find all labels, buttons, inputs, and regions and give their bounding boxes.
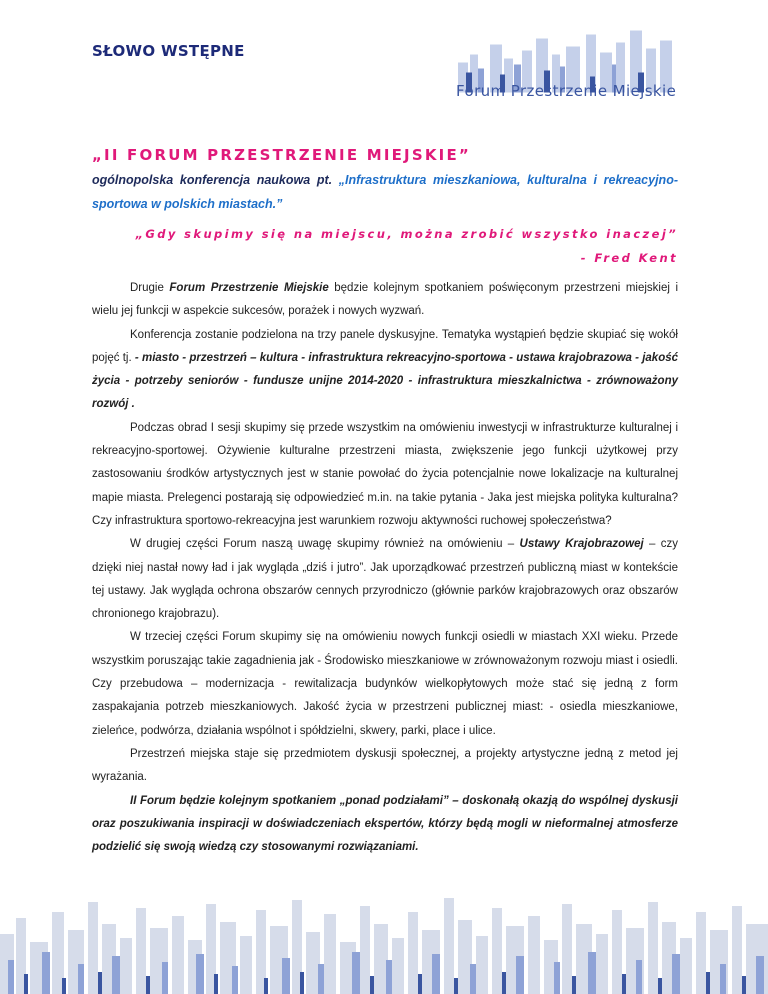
p2-keywords: - miasto - przestrzeń – kultura - infrastruktura rekreacyjno-sportowa - ustawa krajobrazowa - jakość życia - potrzeby seniorów - fundusze unijne 2014-2020 - infrastruktura mieszkalnictwa - zrównoważony rozwój . bbox=[92, 351, 679, 411]
subtitle-prefix: ogólnopolska konferencja naukowa pt. bbox=[92, 173, 339, 187]
quote-author: - Fred Kent bbox=[580, 251, 678, 265]
quote-text: „Gdy skupimy się na miejscu, można zrobić wszystko inaczej” bbox=[135, 227, 678, 241]
p4-text-c: – czy dzięki niej nastał nowy ład i jak wygląda „dziś i jutro”. Jak uporządkować przestrzeń publiczną miast w kontekście tej ustawy. Jak wygląda ochrona obszarów cennych przyrodniczo (głównie parków krajobrazowych oraz obszarów chronionego krajobrazu). bbox=[92, 538, 678, 621]
paragraph-1 bbox=[92, 277, 678, 324]
p1-text-c: będzie kolejnym spotkaniem poświęconym przestrzeni miejskiej i wielu jej funkcji w aspekcie sukcesów, porażek i nowych wyzwań. bbox=[92, 282, 679, 318]
paragraph-5: W trzeciej części Forum skupimy się na omówieniu nowych funkcji osiedli w miastach XXI wieku. Przede wszystkim poruszając takie zagadnienia jak - Środowisko mieszkaniowe w zrównoważonym rozwoju miast i osiedli. Czy przebudowa – modernizacja - rewitalizacja budynków wielkopłytowych może stać się jedną z form zaspakajania potrzeb mieszkaniowych. Jakość życia w przestrzeni publicznej miast: - osiedla mieszkaniowe, zieleńce, podwórza, działania wspólnot i spółdzielni, skwery, parki, place i ulice. bbox=[92, 631, 678, 737]
paragraph-7: II Forum będzie kolejnym spotkaniem „ponad podziałami” – doskonałą okazją do wspólnej dyskusji oraz poszukiwania inspiracji w doświadczeniach ekspertów, którzy będą mogli w nieformalnej atmosferze podzielić się swoją wiedzą czy stosowanymi rozwiązaniami. bbox=[92, 794, 678, 854]
logo-text: Forum Przestrzenie Miejskie bbox=[456, 82, 677, 100]
p1-text-a: Drugie bbox=[130, 282, 170, 294]
p1-forum-name: Forum Przestrzenie Miejskie bbox=[169, 282, 329, 294]
paragraph-3: Podczas obrad I sesji skupimy się przede wszystkim na omówieniu inwestycji w infrastrukturze kulturalnej i rekreacyjno-sportowej. Ożywienie kulturalne przestrzeni miasta, zwiększenie jego funkcji użytkowej przy zastosowaniu środków artystycznych jest w stanie powołać do życia potencjalnie nowe lokalizacje na kulturalnej mapie miasta. Prelegenci postarają się odpowiedzieć m.in. na takie pytania - Jaka jest miejska polityka kulturalna? Czy infrastruktura sportowo-rekreacyjna jest warunkiem rozwoju aktywności ruchowej społeczeństwa? bbox=[92, 421, 678, 527]
subtitle-highlight: „Infrastruktura mieszkaniowa, kulturalna i rekreacyjno-sportowa w polskich miastach.” bbox=[92, 173, 678, 211]
section-heading: SŁOWO WSTĘPNE bbox=[92, 42, 245, 60]
paragraph-4 bbox=[92, 533, 678, 626]
epigraph-quote bbox=[92, 222, 678, 270]
paragraph-6: Przestrzeń miejska staje się przedmiotem dyskusji społecznej, a projekty artystyczne jedną z metod jej wyrażania. bbox=[92, 747, 678, 784]
p4-text-a: W drugiej części Forum naszą uwagę skupimy również na omówieniu – bbox=[130, 538, 520, 551]
paragraph-2 bbox=[92, 324, 678, 417]
p2-text-a: Konferencja zostanie podzielona na trzy panele dyskusyjne. Tematyka wystąpień będzie skupiać się wokół pojęć tj. bbox=[92, 328, 678, 364]
conference-subtitle bbox=[92, 168, 678, 216]
p4-ustawa: Ustawy Krajobrazowej bbox=[519, 538, 644, 551]
footer-skyline-decoration bbox=[0, 894, 768, 994]
document-title: „II FORUM PRZESTRZENIE MIEJSKIE” bbox=[92, 146, 471, 164]
body-text bbox=[92, 277, 678, 859]
